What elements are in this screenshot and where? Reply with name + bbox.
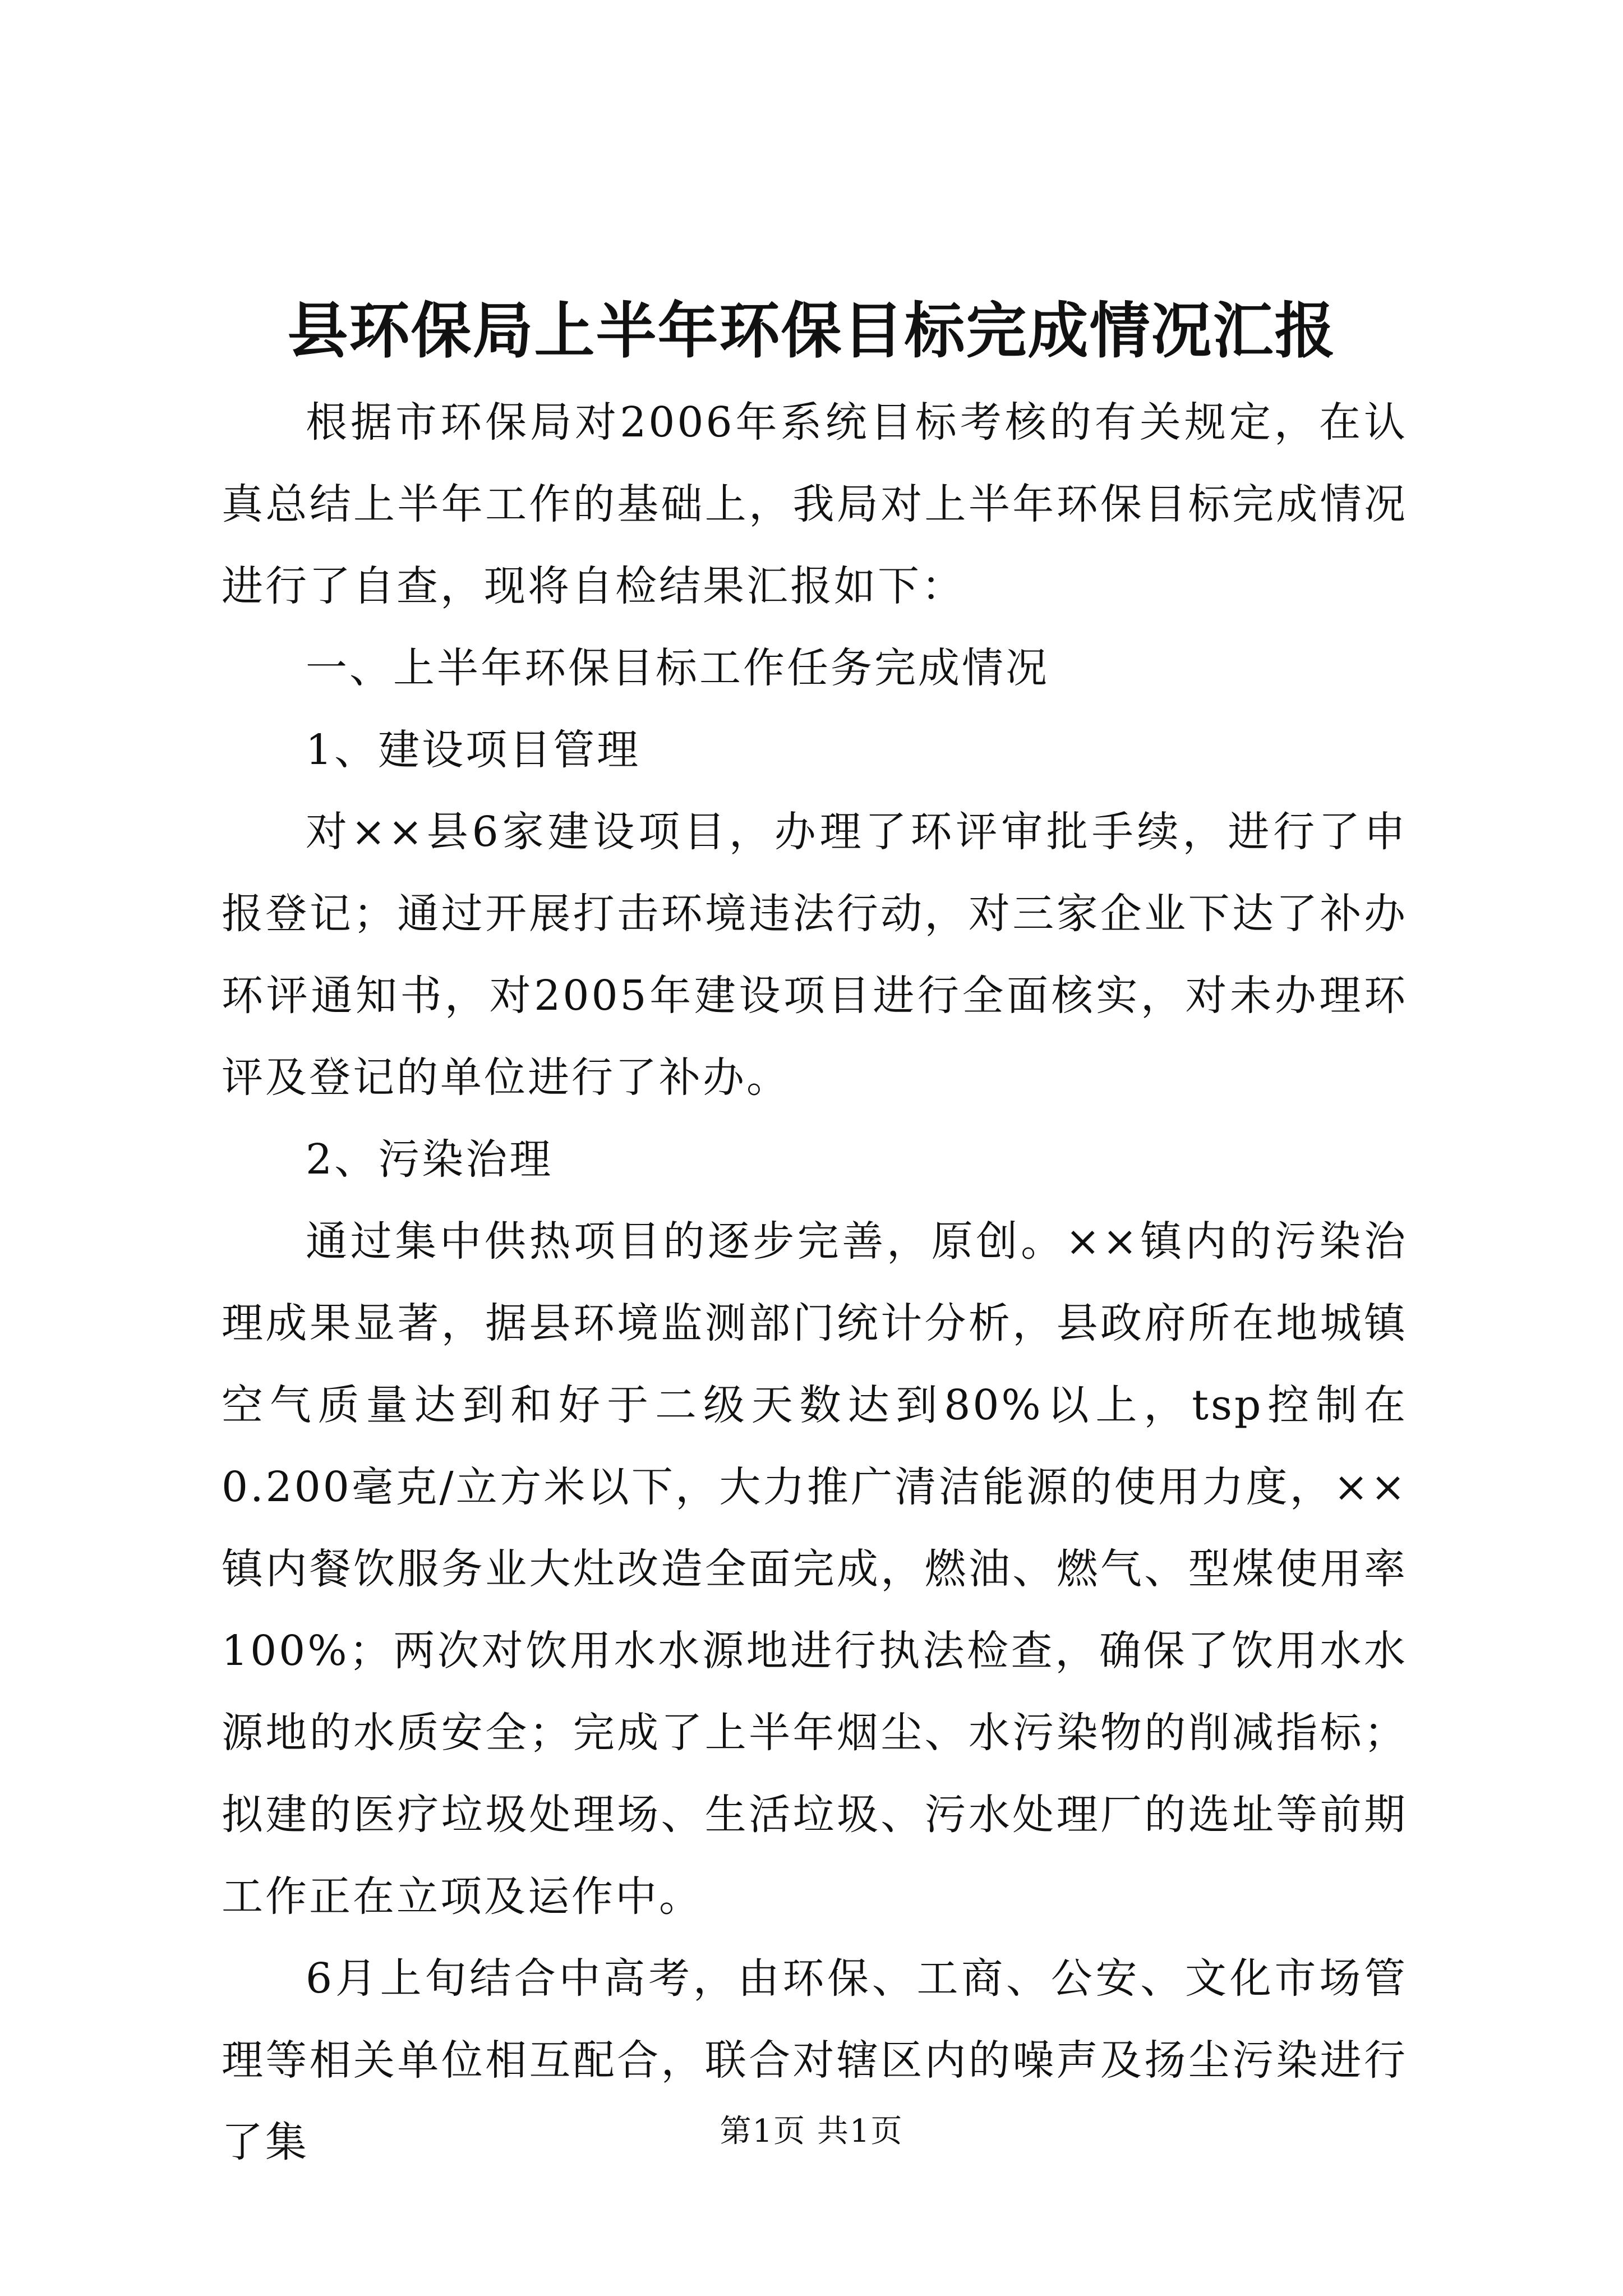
document-body [222,381,1408,2183]
subsection-heading-2: 2、污染治理 [306,1135,554,1184]
paragraph-project-management: 对××县6家建设项目，办理了环评审批手续，进行了申报登记；通过开展打击环境违法行动，对三家企业下达了补办环评通知书，对2005年建设项目进行全面核实，对未办理环评及登记的单位进行了补办。 [222,808,1408,1102]
paragraph-intro: 根据市环保局对2006年系统目标考核的有关规定，在认真总结上半年工作的基础上，我局对上半年环保目标完成情况进行了自查，现将自检结果汇报如下： [222,398,1408,610]
paragraph-pollution-control: 通过集中供热项目的逐步完善，原创。××镇内的污染治理成果显著，据县环境监测部门统计分析，县政府所在地城镇空气质量达到和好于二级天数达到80%以上，tsp控制在0.200毫克/立方米以下，大力推广清洁能源的使用力度，××镇内餐饮服务业大灶改造全面完成，燃油、燃气、型煤使用率100%；两次对饮用水水源地进行执法检查，确保了饮用水水源地的水质安全；完成了上半年烟尘、水污染物的削减指标；拟建的医疗垃圾处理场、生活垃圾、污水处理厂的选址等前期工作正在立项及运作中。 [222,1217,1408,1921]
section-heading-1: 一、上半年环保目标工作任务完成情况 [306,644,1049,692]
page-footer: 第1页 共1页 [720,2113,903,2150]
paragraph-june-exam: 6月上旬结合中高考，由环保、工商、公安、文化市场管理等相关单位相互配合，联合对辖区内的噪声及扬尘污染进行了集 [222,1954,1408,2166]
subsection-heading-1: 1、建设项目管理 [306,726,641,774]
document-title: 县环保局上半年环保目标完成情况汇报 [287,296,1336,366]
